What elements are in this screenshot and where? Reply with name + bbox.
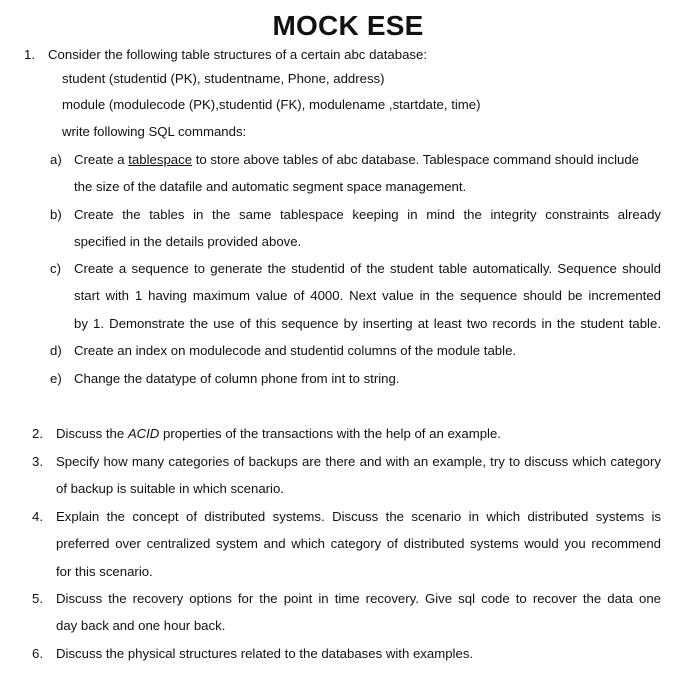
q2-number: 2. [32,426,43,441]
q1e-label: e) [50,371,62,386]
q2-post: properties of the transactions with the help of an example. [159,426,501,441]
q1-intro: Consider the following table structures of a certain abc database: [48,47,427,62]
q6-number: 6. [32,646,43,661]
q4-number: 4. [32,509,43,524]
q1a-post: to store above tables of abc database. Tablespace command should include [192,152,640,167]
acid-term: ACID [127,426,160,441]
q1a-line2: the size of the datafile and automatic segment space management. [74,179,467,194]
q1c-label: c) [50,261,61,276]
q1-number: 1. [24,47,35,62]
q1a-line1 [74,151,639,169]
q5-line2: day back and one hour back. [56,618,226,633]
q2-line1 [56,425,501,443]
q1b-label: b) [50,207,62,222]
q4-line3: for this scenario. [56,564,153,579]
q1d-line1: Create an index on modulecode and studentid columns of the module table. [74,343,517,358]
q3-line2: of backup is suitable in which scenario. [56,481,284,496]
q3-line1: Specify how many categories of backups are there and with an example, try to discuss which category [56,454,661,469]
q4-line1: Explain the concept of distributed systems. Discuss the scenario in which distributed systems is [56,509,661,524]
q1-schema-module: module (modulecode (PK),studentid (FK), modulename ,startdate, time) [62,97,481,112]
q1c-line1: Create a sequence to generate the studentid of the student table automatically. Sequence should [74,261,661,276]
q6-line1: Discuss the physical structures related to the databases with examples. [56,646,474,661]
q2-pre: Discuss the [56,426,128,441]
q1-instruction: write following SQL commands: [62,124,247,139]
tablespace-link: tablespace [128,152,193,167]
q1d-label: d) [50,343,62,358]
q3-number: 3. [32,454,43,469]
q1a-pre: Create a [74,152,129,167]
q1e-line1: Change the datatype of column phone from int to string. [74,371,400,386]
page-title: MOCK ESE [272,10,424,41]
q4-line2: preferred over centralized system and which category of distributed systems would you recommend [56,536,661,551]
q1b-line2: specified in the details provided above. [74,234,302,249]
q1-schema-student: student (studentid (PK), studentname, Phone, address) [62,71,385,86]
q5-line1: Discuss the recovery options for the point in time recovery. Give sql code to recover the data one [56,591,661,606]
q1b-line1: Create the tables in the same tablespace keeping in mind the integrity constraints already [74,207,661,222]
q1a-label: a) [50,152,62,167]
q5-number: 5. [32,591,43,606]
q1c-line3: by 1. Demonstrate the use of this sequence by inserting at least two records in the student table. [74,316,661,331]
q1c-line2: start with 1 having maximum value of 4000. Next value in the sequence should be incremented [74,288,661,303]
